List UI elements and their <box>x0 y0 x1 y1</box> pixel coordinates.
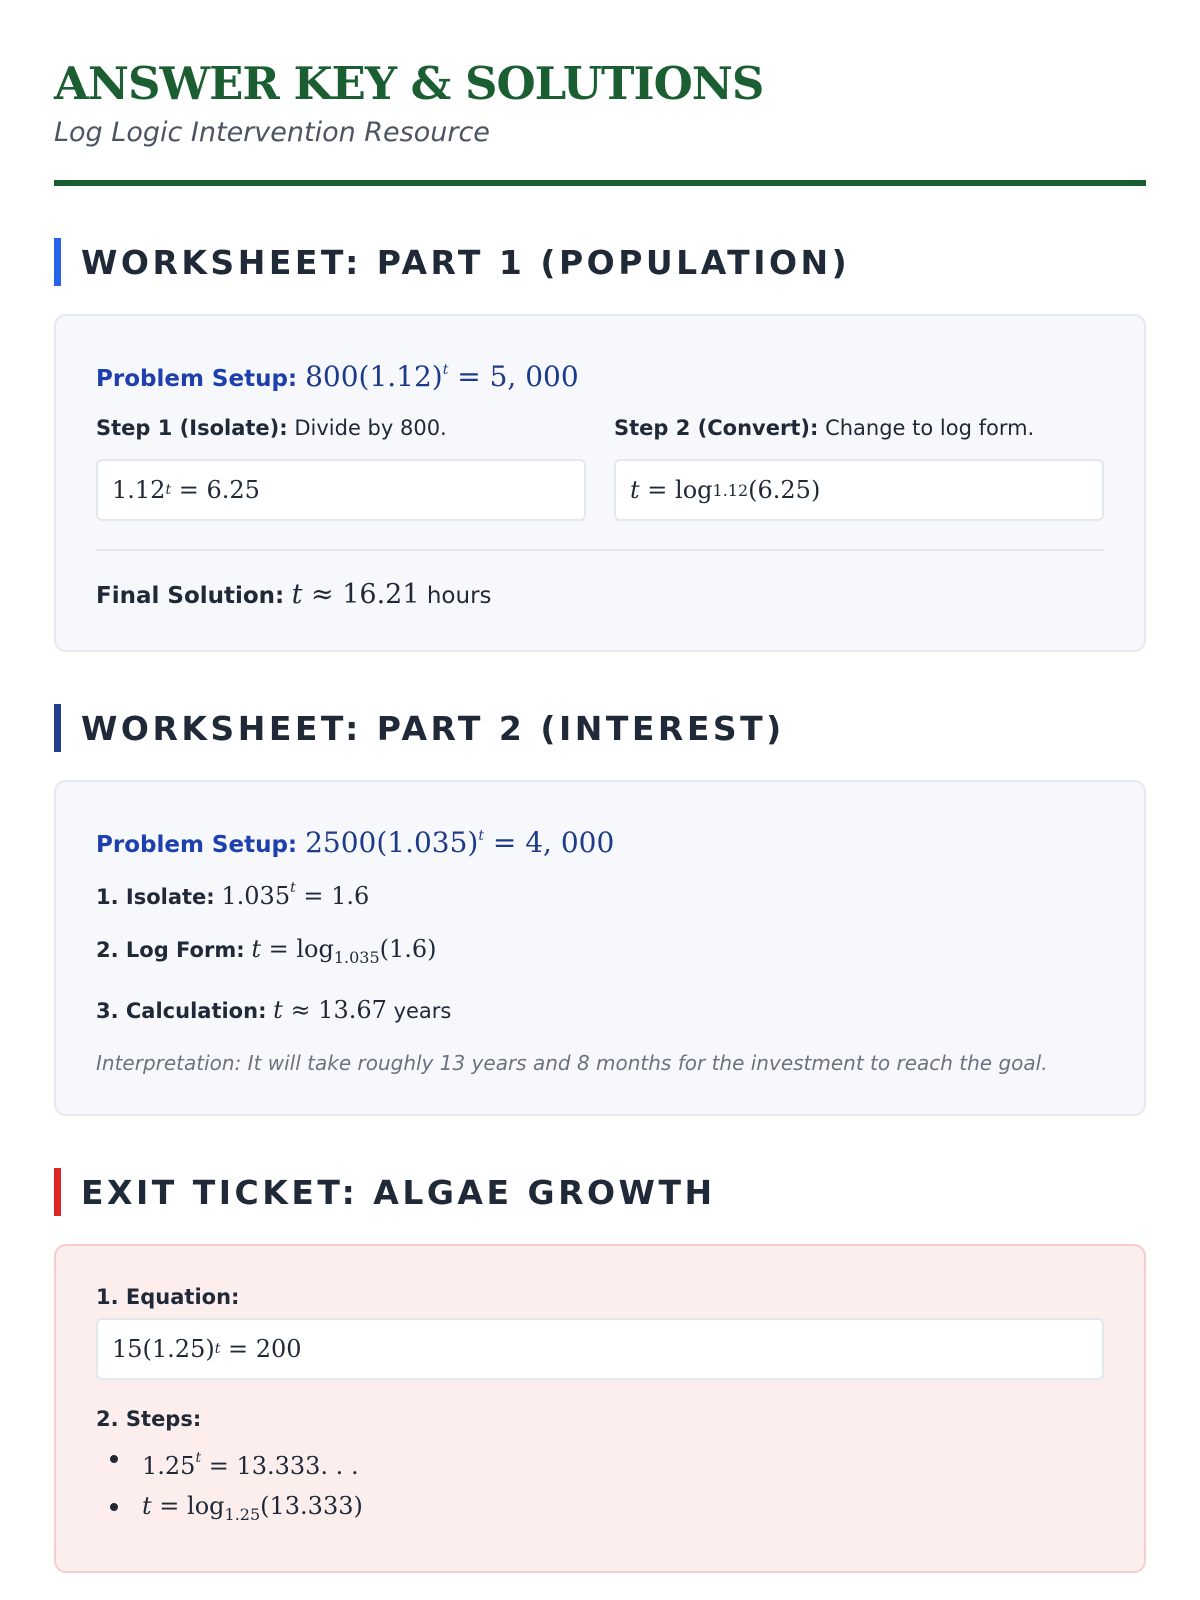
step-2-text: Change to log form. <box>825 416 1035 440</box>
solution-card-part2 <box>54 780 1146 1116</box>
final-label: Final Solution: <box>96 583 285 609</box>
step-1-text: Divide by 800. <box>294 416 447 440</box>
section-heading-exit-ticket <box>54 1168 1146 1216</box>
step-2-label: Step 2 (Convert): <box>614 416 819 440</box>
section-title: WORKSHEET: PART 1 (POPULATION) <box>81 242 851 282</box>
line-equation: $1.035^t = 1.6$ <box>221 880 370 910</box>
setup-equation: $2500(1.035)^t = 4$, 000 <box>305 826 615 859</box>
setup-label: Problem Setup: <box>96 366 298 392</box>
setup-label: Problem Setup: <box>96 832 298 858</box>
page-title: ANSWER KEY & SOLUTIONS <box>54 57 764 110</box>
solution-lines <box>96 873 1104 1026</box>
equation-label: 1. Equation: <box>96 1285 240 1309</box>
step-grid <box>96 413 1104 521</box>
problem-setup <box>96 818 1104 863</box>
card-divider <box>96 549 1104 551</box>
line-equation: $t = \log_{1.035}(1.6)$ <box>251 935 437 967</box>
line-unit: years <box>393 999 452 1023</box>
page-subtitle: Log Logic Intervention Resource <box>54 117 490 148</box>
line-isolate <box>96 873 1104 912</box>
step-2-equation: t = log 1.12 (6.25) <box>614 459 1104 521</box>
solution-card-part1 <box>54 314 1146 652</box>
final-unit: hours <box>426 583 492 609</box>
step-2 <box>614 413 1104 521</box>
list-item: $1.25^t = 13.333$. . . <box>96 1438 1104 1486</box>
line-calculation <box>96 995 1104 1026</box>
setup-equation: $800(1.12)^t = 5$, 000 <box>305 360 579 393</box>
line-log-form <box>96 934 1104 973</box>
document-header <box>54 0 1146 186</box>
final-solution <box>96 577 1104 614</box>
steps-list <box>96 1438 1104 1535</box>
list-item: $t = \log_{1.25}(13.333)$ <box>96 1486 1104 1535</box>
section-title: EXIT TICKET: ALGAE GROWTH <box>81 1172 716 1212</box>
line-label: 2. Log Form: <box>96 938 245 962</box>
section-heading-part2 <box>54 704 1146 752</box>
exit-equation: 15(1.25) t = 200 <box>96 1318 1104 1380</box>
line-label: 3. Calculation: <box>96 999 267 1023</box>
interpretation-note: Interpretation: It will take roughly 13 years and 8 months for the investment to reach the goal. <box>96 1051 1048 1075</box>
steps-label: 2. Steps: <box>96 1407 202 1431</box>
section-heading-part1 <box>54 238 1146 286</box>
header-divider <box>54 180 1146 186</box>
section-title: WORKSHEET: PART 2 (INTEREST) <box>81 708 785 748</box>
step-1-equation: 1.12 t = 6.25 <box>96 459 586 521</box>
exit-ticket-card <box>54 1244 1146 1573</box>
line-label: 1. Isolate: <box>96 885 215 909</box>
final-equation: t ≈ 16.21 <box>291 579 420 610</box>
step-1 <box>96 413 586 521</box>
line-equation: t ≈ 13.67 <box>273 996 387 1024</box>
problem-setup <box>96 352 1104 397</box>
step-1-label: Step 1 (Isolate): <box>96 416 288 440</box>
